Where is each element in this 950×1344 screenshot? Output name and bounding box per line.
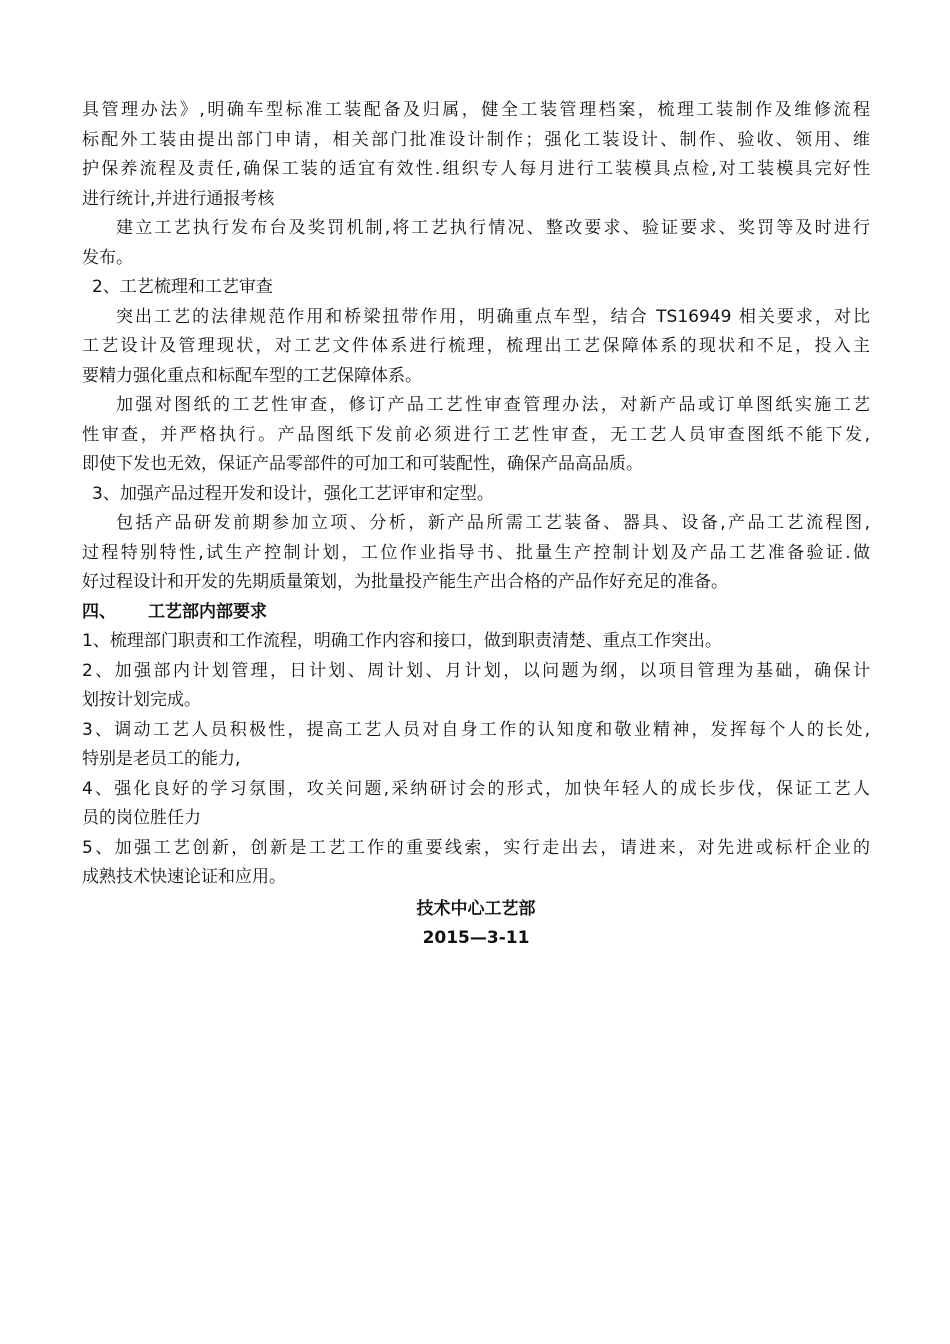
list-item: 4、强化良好的学习氛围，攻关问题,采纳研讨会的形式，加快年轻人的成长步伐，保证工艺人 bbox=[82, 778, 870, 799]
paragraph-line: 工艺设计及管理现状，对工艺文件体系进行梳理，梳理出工艺保障体系的现状和不足，投入主 bbox=[82, 336, 870, 356]
paragraph-line: 建立工艺执行发布台及奖罚机制,将工艺执行情况、整改要求、验证要求、奖罚等及时进行 bbox=[116, 218, 870, 238]
signature-department: 技术中心工艺部 bbox=[416, 898, 536, 919]
section-title: 工艺部内部要求 bbox=[148, 601, 267, 622]
list-item: 2、加强部内计划管理，日计划、周计划、月计划，以问题为纲，以项目管理为基础，确保计 bbox=[82, 660, 870, 681]
paragraph-line: 进行统计,并进行通报考核 bbox=[82, 188, 275, 209]
section-heading bbox=[82, 598, 870, 628]
paragraph-line: 性审查，并严格执行。产品图纸下发前必须进行工艺性审查，无工艺人员审查图纸不能下发, bbox=[82, 424, 870, 445]
paragraph-line: 好过程设计和开发的先期质量策划，为批量投产能生产出合格的产品作好充足的准备。 bbox=[82, 572, 728, 592]
paragraph-line: 发布。 bbox=[82, 247, 133, 268]
list-item-continuation: 特别是老员工的能力, bbox=[82, 749, 241, 769]
paragraph-line: 突出工艺的法律规范作用和桥梁扭带作用，明确重点车型，结合 TS16949 相关要求，对比 bbox=[116, 306, 870, 327]
subsection-title: 2、工艺梳理和工艺审查 bbox=[92, 277, 273, 297]
list-item: 5、加强工艺创新，创新是工艺工作的重要线索，实行走出去，请进来，对先进或标杆企业的 bbox=[82, 837, 870, 858]
paragraph-line: 加强对图纸的工艺性审查，修订产品工艺性审查管理办法，对新产品或订单图纸实施工艺 bbox=[116, 395, 870, 415]
list-item-continuation: 划按计划完成。 bbox=[82, 690, 201, 710]
paragraph-line: 包括产品研发前期参加立项、分析，新产品所需工艺装备、器具、设备,产品工艺流程图, bbox=[116, 513, 870, 533]
paragraph-line: 护保养流程及责任,确保工装的适宜有效性.组织专人每月进行工装模具点检,对工装模具完好性 bbox=[82, 159, 870, 179]
paragraph-line: 即使下发也无效，保证产品零部件的可加工和可装配性，确保产品高品质。 bbox=[82, 454, 643, 474]
paragraph-line: 具管理办法》,明确车型标准工装配备及归属，健全工装管理档案，梳理工装制作及维修流程 bbox=[82, 100, 870, 120]
signature-date: 2015—3-11 bbox=[422, 928, 530, 948]
list-item-continuation: 员的岗位胜任力 bbox=[82, 808, 201, 828]
document-page bbox=[82, 96, 870, 954]
paragraph-line: 要精力强化重点和标配车型的工艺保障体系。 bbox=[82, 365, 422, 386]
section-number: 四、 bbox=[82, 601, 116, 622]
paragraph-line: 过程特别特性,试生产控制计划，工位作业指导书、批量生产控制计划及产品工艺准备验证.做 bbox=[82, 542, 870, 563]
list-item: 1、梳理部门职责和工作流程，明确工作内容和接口，做到职责清楚、重点工作突出。 bbox=[82, 631, 722, 651]
list-item-continuation: 成熟技术快速论证和应用。 bbox=[82, 867, 286, 887]
subsection-title: 3、加强产品过程开发和设计，强化工艺评审和定型。 bbox=[92, 483, 494, 504]
list-item: 3、调动工艺人员积极性，提高工艺人员对自身工作的认知度和敬业精神，发挥每个人的长处, bbox=[82, 719, 870, 740]
paragraph-line: 标配外工装由提出部门申请，相关部门批准设计制作；强化工装设计、制作、验收、领用、维 bbox=[82, 129, 870, 150]
